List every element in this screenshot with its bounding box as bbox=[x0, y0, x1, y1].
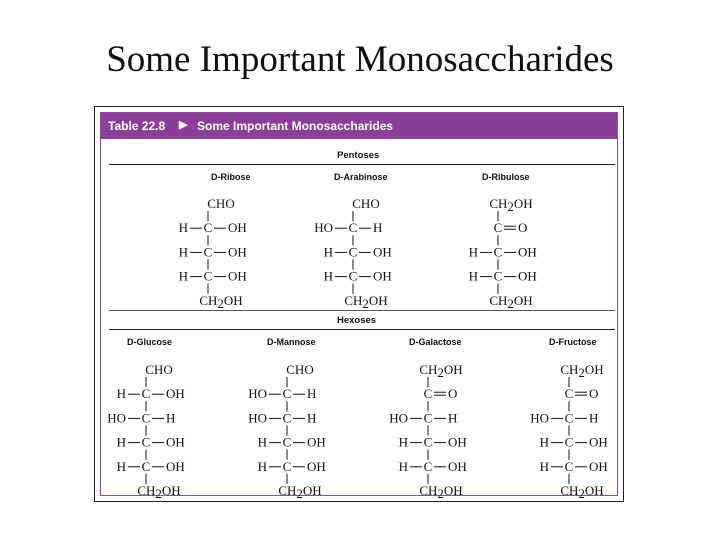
table-caption-title: Some Important Monosaccharides bbox=[197, 119, 394, 133]
formula-text: H bbox=[468, 244, 478, 260]
formula-text: OH bbox=[228, 244, 247, 260]
formula-text: OH bbox=[228, 220, 247, 236]
formula-text: C bbox=[564, 410, 574, 426]
formula-text: CHO bbox=[352, 196, 380, 211]
formula-text: CH2OH bbox=[489, 292, 533, 311]
formula-text: O bbox=[448, 386, 458, 402]
formula-text: H bbox=[257, 434, 267, 450]
formula-text: C bbox=[141, 434, 151, 450]
formula-text: H bbox=[257, 458, 267, 474]
formula-text: H bbox=[307, 410, 317, 426]
formula-text: H bbox=[323, 268, 333, 284]
section-label-pentoses: Pentoses bbox=[337, 150, 380, 161]
formula-text: OH bbox=[307, 434, 326, 450]
formula-text: C bbox=[423, 434, 433, 450]
formula-text: OH bbox=[166, 458, 185, 474]
formula-text: CH2OH bbox=[560, 483, 604, 501]
formula-text: HO bbox=[530, 410, 549, 426]
table-panel bbox=[100, 112, 618, 501]
formula-text: CHO bbox=[286, 362, 314, 377]
formula-text: H bbox=[116, 458, 126, 474]
formula-text: CH2OH bbox=[199, 292, 243, 311]
formula-text: OH bbox=[518, 244, 537, 260]
formula-text: C bbox=[493, 268, 503, 284]
formula-text: C bbox=[141, 410, 151, 426]
formula-text: HO bbox=[248, 386, 267, 402]
formula-text: CH2OH bbox=[489, 196, 533, 214]
fischer-projection bbox=[248, 362, 326, 501]
formula-text: C bbox=[282, 386, 292, 402]
formula-text: C bbox=[564, 434, 574, 450]
formula-text: H bbox=[589, 410, 599, 426]
formula-text: H bbox=[468, 268, 478, 284]
fischer-projection bbox=[107, 362, 185, 501]
formula-text: H bbox=[539, 458, 549, 474]
formula-text: CH2OH bbox=[137, 483, 181, 501]
formula-text: H bbox=[116, 386, 126, 402]
formula-text: C bbox=[203, 268, 213, 284]
sugar-name: D-Mannose bbox=[267, 337, 316, 347]
formula-text: H bbox=[539, 434, 549, 450]
formula-text: CH2OH bbox=[560, 362, 604, 380]
formula-text: HO bbox=[248, 410, 267, 426]
formula-text: HO bbox=[314, 220, 333, 236]
caption-arrow-icon: ▶ bbox=[179, 119, 188, 131]
formula-text: OH bbox=[307, 458, 326, 474]
formula-text: C bbox=[141, 458, 151, 474]
formula-text: H bbox=[116, 434, 126, 450]
formula-text: C bbox=[203, 220, 213, 236]
sugar-name: D-Ribulose bbox=[482, 172, 530, 182]
formula-text: C bbox=[203, 244, 213, 260]
formula-text: C bbox=[348, 244, 358, 260]
formula-text: H bbox=[398, 458, 408, 474]
formula-text: H bbox=[178, 220, 188, 236]
sugar-name: D-Ribose bbox=[211, 172, 251, 182]
formula-text: OH bbox=[448, 458, 467, 474]
fischer-projection bbox=[469, 196, 537, 311]
fischer-projections bbox=[101, 113, 619, 501]
formula-text: C bbox=[423, 458, 433, 474]
formula-text: OH bbox=[166, 386, 185, 402]
formula-text: OH bbox=[166, 434, 185, 450]
formula-text: OH bbox=[448, 434, 467, 450]
table-frame bbox=[94, 106, 624, 502]
formula-text: H bbox=[178, 244, 188, 260]
formula-text: H bbox=[178, 268, 188, 284]
formula-text: C bbox=[423, 386, 433, 402]
fischer-projection bbox=[389, 362, 467, 501]
formula-text: C bbox=[493, 244, 503, 260]
formula-text: H bbox=[373, 220, 383, 236]
formula-text: H bbox=[307, 386, 317, 402]
fischer-projection bbox=[314, 196, 392, 311]
formula-text: CH2OH bbox=[419, 483, 463, 501]
section-label-hexoses: Hexoses bbox=[337, 315, 377, 326]
formula-text: C bbox=[348, 220, 358, 236]
sugar-name: D-Glucose bbox=[127, 337, 173, 347]
formula-text: C bbox=[564, 386, 574, 402]
formula-text: O bbox=[589, 386, 599, 402]
formula-text: C bbox=[282, 434, 292, 450]
formula-text: OH bbox=[589, 434, 608, 450]
formula-text: C bbox=[282, 410, 292, 426]
formula-text: H bbox=[398, 434, 408, 450]
formula-text: CH2OH bbox=[344, 292, 388, 311]
formula-text: H bbox=[323, 244, 333, 260]
formula-text: H bbox=[166, 410, 176, 426]
formula-text: CH2OH bbox=[278, 483, 322, 501]
formula-text: C bbox=[493, 220, 503, 236]
formula-text: OH bbox=[373, 244, 392, 260]
sugar-name: D-Fructose bbox=[549, 337, 597, 347]
formula-text: C bbox=[348, 268, 358, 284]
formula-text: CH2OH bbox=[419, 362, 463, 380]
formula-text: C bbox=[141, 386, 151, 402]
slide-title: Some Important Monosaccharides bbox=[106, 39, 614, 80]
fischer-projection bbox=[530, 362, 608, 501]
formula-text: OH bbox=[518, 268, 537, 284]
formula-text: C bbox=[282, 458, 292, 474]
sugar-name: D-Galactose bbox=[409, 337, 462, 347]
formula-text: C bbox=[423, 410, 433, 426]
formula-text: HO bbox=[389, 410, 408, 426]
fischer-projection bbox=[179, 196, 247, 311]
formula-text: O bbox=[518, 220, 528, 236]
formula-text: C bbox=[564, 458, 574, 474]
formula-text: OH bbox=[228, 268, 247, 284]
formula-text: OH bbox=[589, 458, 608, 474]
formula-text: HO bbox=[107, 410, 126, 426]
formula-text: OH bbox=[373, 268, 392, 284]
formula-text: CHO bbox=[207, 196, 235, 211]
table-number: Table 22.8 bbox=[108, 119, 166, 133]
formula-text: H bbox=[448, 410, 458, 426]
sugar-name: D-Arabinose bbox=[334, 172, 388, 182]
formula-text: CHO bbox=[145, 362, 173, 377]
